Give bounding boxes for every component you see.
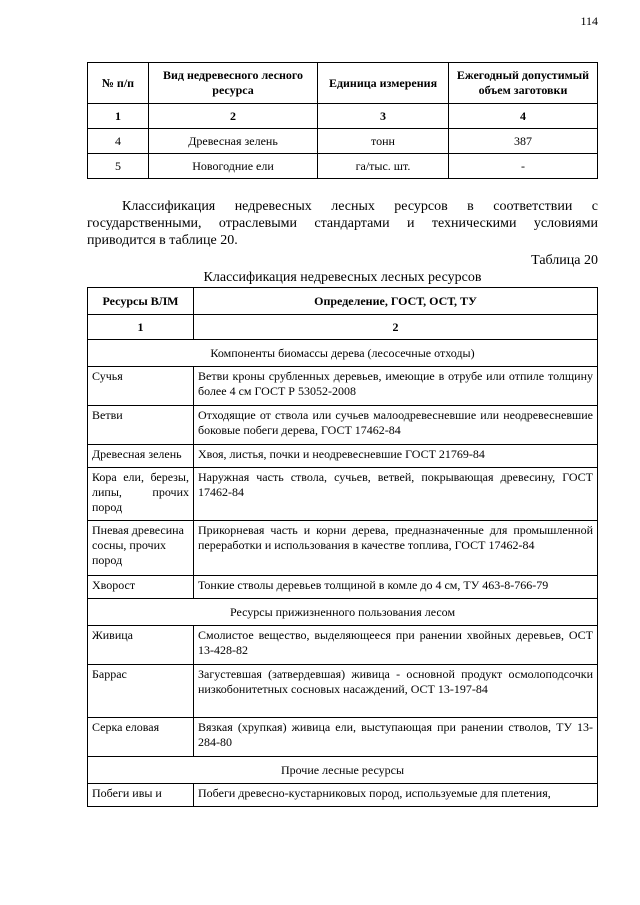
column-number: 4: [449, 104, 598, 129]
column-header: Ежегодный допустимый объем заготовки: [449, 63, 598, 104]
section-title: Прочие лесные ресурсы: [88, 757, 598, 784]
column-header: Единица измерения: [318, 63, 449, 104]
table-cell: 5: [88, 154, 149, 179]
column-number: 2: [194, 315, 598, 340]
table-row: [88, 784, 598, 807]
definition-cell: Отходящие от ствола или сучьев малоодревесневшие или неодревесневшие боковые побеги дерева, ГОСТ 17462-84: [194, 406, 598, 445]
resource-cell: Ветви: [88, 406, 194, 445]
resource-cell: Пневая древесина сосны, прочих пород: [88, 521, 194, 576]
table-header-row: [88, 63, 598, 104]
definition-cell: Хвоя, листья, почки и неодревесневшие ГОСТ 21769-84: [194, 445, 598, 468]
table-cell: тонн: [318, 129, 449, 154]
definition-cell: Прикорневая часть и корни дерева, предназначенные для промышленной переработки и использования в качестве топлива, ГОСТ 17462-84: [194, 521, 598, 576]
table-row: [88, 406, 598, 445]
table-row: [88, 576, 598, 599]
resource-cell: Живица: [88, 626, 194, 665]
column-header: Вид недревесного лесного ресурса: [149, 63, 318, 104]
column-number: 3: [318, 104, 449, 129]
definition-cell: Вязкая (хрупкая) живица ели, выступающая при ранении стволов, ТУ 13-284-80: [194, 718, 598, 757]
table-cell: 4: [88, 129, 149, 154]
table-row: [88, 468, 598, 521]
table-cell: Новогодние ели: [149, 154, 318, 179]
column-number-row: [88, 315, 598, 340]
table-row: [88, 718, 598, 757]
table-header-row: [88, 288, 598, 315]
table-cell: 387: [449, 129, 598, 154]
table-row: [88, 665, 598, 718]
definition-cell: Загустевшая (затвердевшая) живица - основной продукт осмолоподсочки низкобонитетных сосновых насаждений, ОСТ 13-197-84: [194, 665, 598, 718]
body-paragraph: Классификация недревесных лесных ресурсов в соответствии с государственными, отраслевыми стандартами и техническими условиями приводится в таблице 20.: [87, 199, 598, 248]
column-number: 2: [149, 104, 318, 129]
column-header: № п/п: [88, 63, 149, 104]
section-row: [88, 340, 598, 367]
table-row: [88, 367, 598, 406]
page-number: 114: [580, 14, 598, 28]
table-cell: Древесная зелень: [149, 129, 318, 154]
definition-cell: Тонкие стволы деревьев толщиной в комле до 4 см, ТУ 463-8-766-79: [194, 576, 598, 599]
definition-cell: Ветви кроны срубленных деревьев, имеющие в отрубе или отпиле толщину более 4 см ГОСТ Р 53052-2008: [194, 367, 598, 406]
column-header: Определение, ГОСТ, ОСТ, ТУ: [194, 288, 598, 315]
resource-cell: Баррас: [88, 665, 194, 718]
column-number: 1: [88, 315, 194, 340]
resource-cell: Побеги ивы и: [88, 784, 194, 807]
definition-cell: Побеги древесно-кустарниковых пород, используемые для плетения,: [194, 784, 598, 807]
column-number: 1: [88, 104, 149, 129]
table-label: Таблица 20: [531, 253, 598, 268]
resource-cell: Кора ели, березы, липы, прочих пород: [88, 468, 194, 521]
table-row: [88, 445, 598, 468]
table-row: [88, 129, 598, 154]
section-row: [88, 599, 598, 626]
resource-cell: Сучья: [88, 367, 194, 406]
classification-table: [87, 287, 598, 807]
resource-cell: Древесная зелень: [88, 445, 194, 468]
table-title: Классификация недревесных лесных ресурсов: [203, 270, 482, 285]
section-row: [88, 757, 598, 784]
column-header: Ресурсы ВЛМ: [88, 288, 194, 315]
section-title: Компоненты биомассы дерева (лесосечные отходы): [88, 340, 598, 367]
table-row: [88, 521, 598, 576]
definition-cell: Наружная часть ствола, сучьев, ветвей, покрывающая древесину, ГОСТ 17462-84: [194, 468, 598, 521]
table-row: [88, 154, 598, 179]
resource-cell: Хворост: [88, 576, 194, 599]
section-title: Ресурсы прижизненного пользования лесом: [88, 599, 598, 626]
definition-cell: Смолистое вещество, выделяющееся при ранении хвойных деревьев, ОСТ 13-428-82: [194, 626, 598, 665]
resource-cell: Серка еловая: [88, 718, 194, 757]
table-row: [88, 626, 598, 665]
column-number-row: [88, 104, 598, 129]
table-cell: -: [449, 154, 598, 179]
table-cell: га/тыс. шт.: [318, 154, 449, 179]
resource-volume-table: [87, 62, 598, 179]
